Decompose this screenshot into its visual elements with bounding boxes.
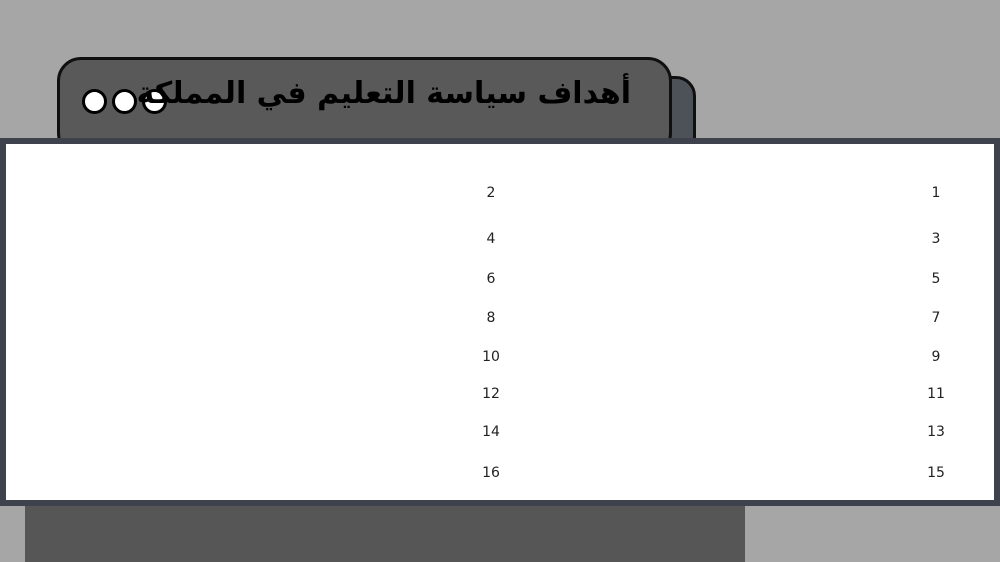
dot-icon (112, 89, 137, 114)
goal-number: 14 (482, 424, 500, 440)
goal-number: 5 (931, 271, 941, 287)
background-block (25, 500, 745, 562)
goal-number: 9 (931, 349, 941, 365)
goals-panel-content (6, 144, 994, 500)
goal-number: 2 (486, 185, 496, 201)
dot-icon (82, 89, 107, 114)
goal-number: 10 (482, 349, 500, 365)
page-title: أهداف سياسة التعليم في المملكة (136, 76, 631, 111)
goal-number: 15 (927, 465, 945, 481)
goal-number: 13 (927, 424, 945, 440)
goal-number: 11 (927, 386, 945, 402)
goals-panel (0, 138, 1000, 506)
goal-number: 16 (482, 465, 500, 481)
goal-number: 6 (486, 271, 496, 287)
goal-number: 1 (931, 185, 941, 201)
goal-number: 3 (931, 231, 941, 247)
goal-number: 8 (486, 310, 496, 326)
goal-number: 7 (931, 310, 941, 326)
goal-number: 12 (482, 386, 500, 402)
goal-number: 4 (486, 231, 496, 247)
